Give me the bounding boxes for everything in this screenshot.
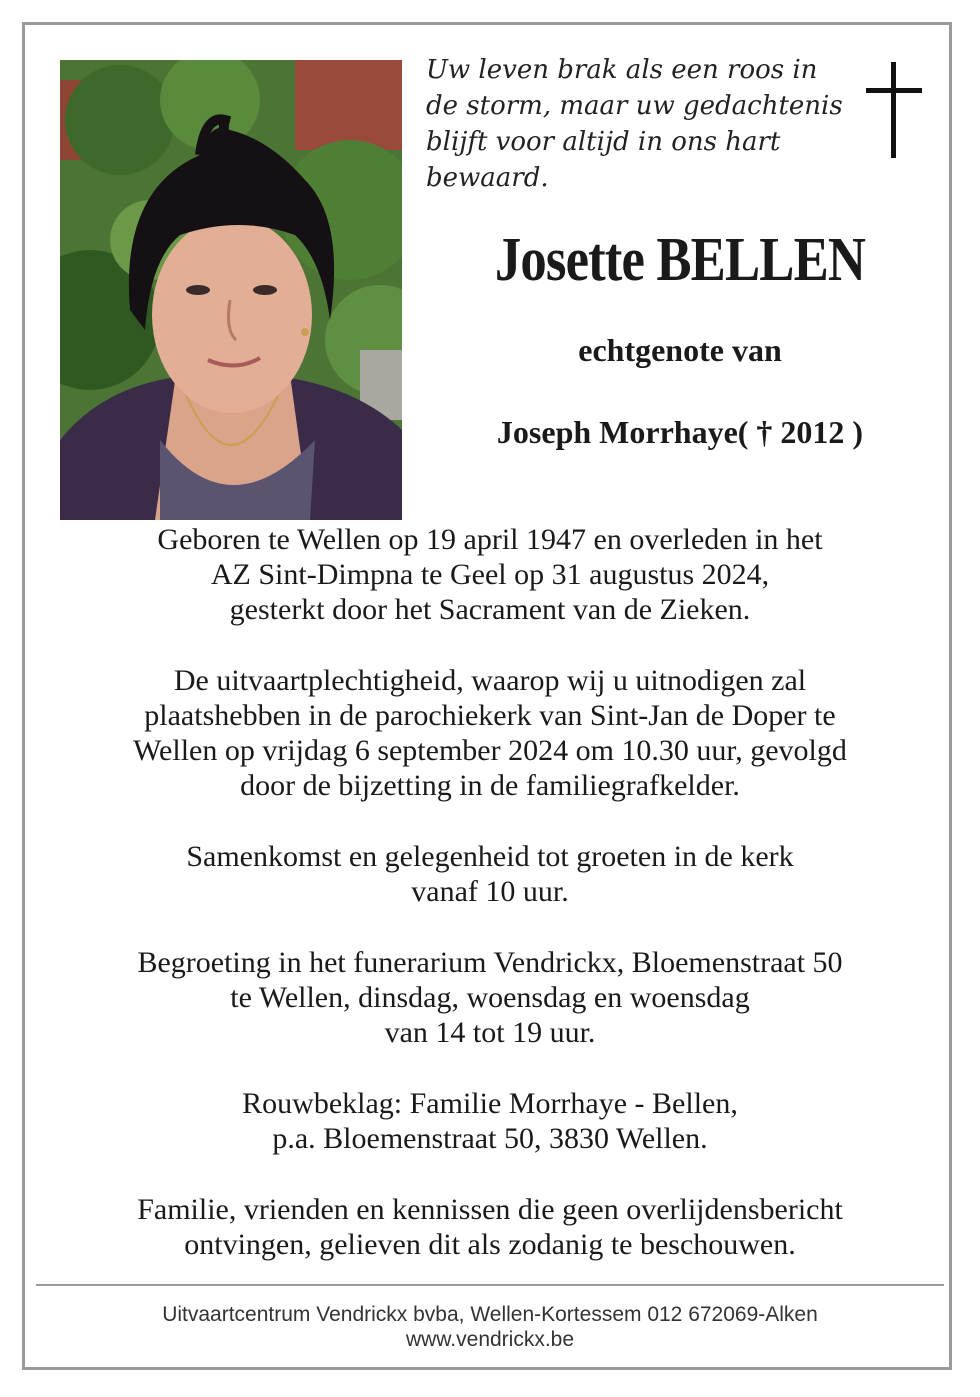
text-line: ontvingen, gelieven dit als zodanig te beschouwen. [184, 1228, 796, 1261]
footer-website: www.vendrickx.be [405, 1328, 575, 1351]
announcement-body [40, 522, 940, 1298]
text-line: Geboren te Wellen op 19 april 1947 en overleden in het [157, 523, 823, 556]
memorial-poem [426, 52, 846, 196]
text-line: De uitvaartplechtigheid, waarop wij u uitnodigen zal [173, 664, 807, 697]
text-line: Begroeting in het funerarium Vendrickx, Bloemenstraat 50 [137, 946, 843, 979]
portrait-photo [60, 60, 402, 520]
text-line: Rouwbeklag: Familie Morrhaye - Bellen, [242, 1087, 738, 1120]
paragraph-gathering [40, 839, 940, 909]
poem-line: de storm, maar uw gedachtenis [426, 91, 843, 121]
text-line: AZ Sint-Dimpna te Geel op 31 augustus 2024, [210, 558, 770, 591]
spouse-label: echtgenote van [578, 332, 782, 368]
text-line: van 14 tot 19 uur. [384, 1016, 596, 1049]
paragraph-condolences [40, 1086, 940, 1156]
text-line: te Wellen, dinsdag, woensdag en woensdag [230, 981, 750, 1014]
poem-line: bewaard. [426, 163, 549, 193]
spouse-name: Joseph Morrhaye( † 2012 ) [496, 414, 864, 450]
text-line: Wellen op vrijdag 6 september 2024 om 10.30 uur, gevolgd [133, 734, 847, 767]
deceased-name: Josette BELLEN [494, 226, 866, 294]
paragraph-birth-death [40, 522, 940, 627]
footer-contact: Uitvaartcentrum Vendrickx bvba, Wellen-Kortessem 012 672069-Alken [162, 1303, 818, 1326]
paragraph-funeral [40, 663, 940, 803]
paragraph-notice [40, 1192, 940, 1262]
latin-cross-icon [866, 62, 922, 158]
poem-line: Uw leven brak als een roos in [426, 55, 818, 85]
poem-line: blijft voor altijd in ons hart [426, 127, 781, 157]
funeral-home-footer [40, 1302, 940, 1352]
text-line: p.a. Bloemenstraat 50, 3830 Wellen. [272, 1122, 708, 1155]
text-line: Samenkomst en gelegenheid tot groeten in de kerk [186, 840, 794, 873]
text-line: gesterkt door het Sacrament van de Zieken. [229, 593, 751, 626]
footer-divider [36, 1284, 944, 1286]
paragraph-visitation [40, 945, 940, 1050]
text-line: Familie, vrienden en kennissen die geen overlijdensbericht [137, 1193, 843, 1226]
text-line: plaatshebben in de parochiekerk van Sint-Jan de Doper te [144, 699, 836, 732]
text-line: door de bijzetting in de familiegrafkelder. [240, 769, 740, 802]
text-line: vanaf 10 uur. [411, 875, 569, 908]
